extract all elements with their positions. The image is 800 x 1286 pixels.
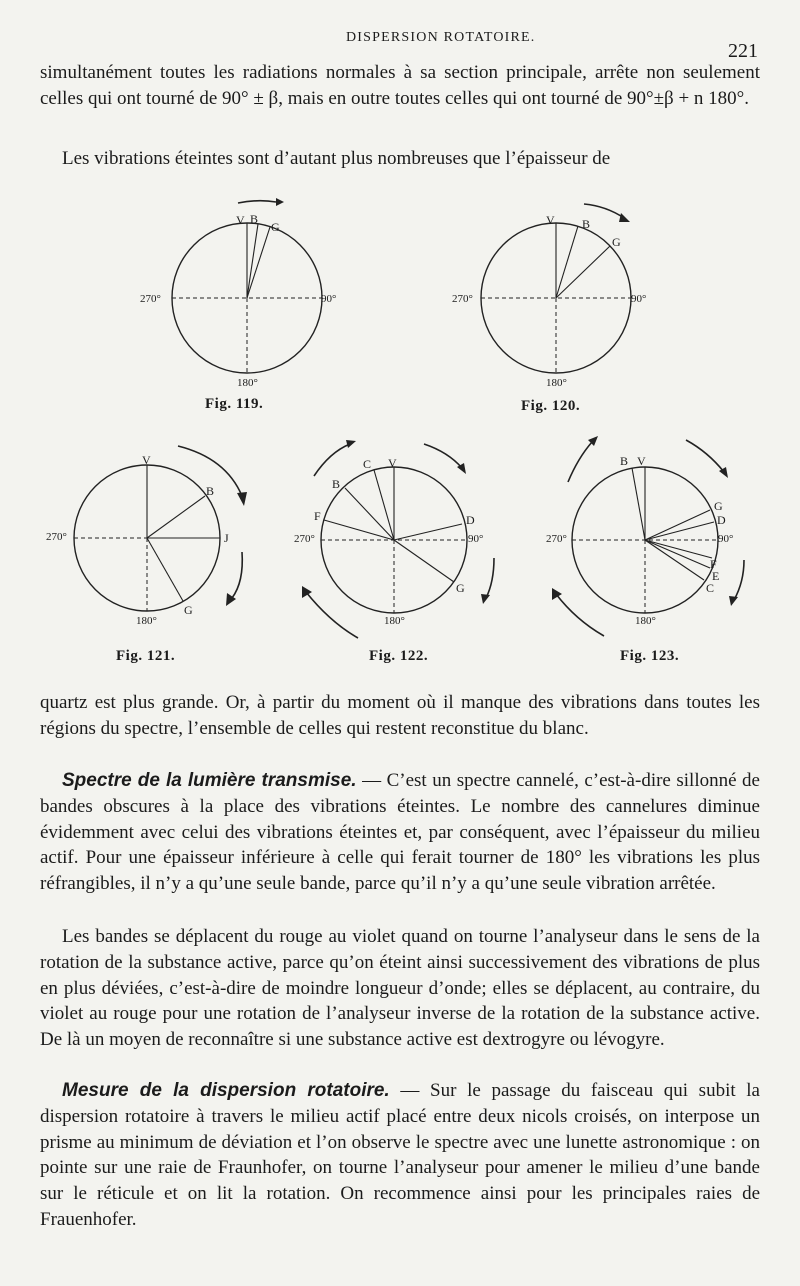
fig119-label-270: 270° bbox=[140, 293, 161, 305]
fig121-caption: Fig. 121. bbox=[116, 648, 176, 664]
fig122-label-180: 180° bbox=[384, 615, 405, 627]
fig123-label-270: 270° bbox=[546, 533, 567, 545]
fig121-ray-b bbox=[147, 496, 205, 538]
fig121-label-v: V bbox=[142, 453, 151, 467]
paragraph-1: simultanément toutes les radiations normales à sa section principale, arrête non seulement celles qui ont tourné de 90° ± β, mais en outre toutes celles qui ont tourné de 90°±β + n 180°. bbox=[40, 62, 760, 109]
fig119-ray-g bbox=[247, 227, 270, 298]
figure-122 bbox=[294, 440, 494, 638]
fig122-label-d: D bbox=[466, 513, 475, 527]
figure-119 bbox=[140, 198, 336, 389]
fig123-label-d: D bbox=[717, 513, 726, 527]
fig121-arrowhead-top bbox=[237, 492, 247, 506]
fig123-arrow-right bbox=[734, 560, 744, 600]
fig119-label-90: 90° bbox=[321, 293, 337, 305]
fig122-label-270: 270° bbox=[294, 533, 315, 545]
fig123-label-180: 180° bbox=[635, 615, 656, 627]
fig123-ray-c bbox=[645, 540, 704, 580]
fig120-arrowhead bbox=[619, 213, 630, 222]
fig122-arrow-top-left bbox=[314, 444, 350, 476]
fig123-label-90: 90° bbox=[718, 533, 734, 545]
paragraph-3: quartz est plus grande. Or, à partir du moment où il manque des vibrations dans toutes les régions du spectre, l’ensemble de celles qui restent reconstitue du blanc. bbox=[40, 692, 760, 739]
fig122-label-v: V bbox=[388, 456, 397, 470]
fig123-arrow-top-left bbox=[568, 442, 592, 482]
fig119-caption: Fig. 119. bbox=[205, 396, 264, 412]
figures-svg bbox=[0, 190, 800, 680]
fig119-label-v: V bbox=[236, 213, 245, 227]
section-title-mesure: Mesure de la dispersion rotatoire. bbox=[62, 1080, 390, 1101]
fig119-label-180: 180° bbox=[237, 377, 258, 389]
page-number: 221 bbox=[728, 40, 758, 62]
paragraph-6 bbox=[40, 1078, 760, 1233]
fig122-arrow-right bbox=[486, 558, 494, 598]
fig119-label-b: B bbox=[250, 212, 259, 226]
fig120-label-180: 180° bbox=[546, 377, 567, 389]
fig122-arrowhead-right bbox=[481, 594, 490, 604]
running-head: DISPERSION ROTATOIRE. bbox=[346, 30, 536, 45]
fig122-label-f: F bbox=[314, 509, 321, 523]
fig121-label-180: 180° bbox=[136, 615, 157, 627]
fig121-label-g: G bbox=[184, 603, 193, 617]
fig119-arrowhead bbox=[276, 198, 284, 206]
fig122-ray-d bbox=[394, 524, 462, 540]
fig122-label-g: G bbox=[456, 581, 465, 595]
page-header bbox=[40, 28, 760, 62]
fig121-label-b: B bbox=[206, 484, 215, 498]
fig123-label-b: B bbox=[620, 454, 629, 468]
fig121-label-j: J bbox=[224, 531, 229, 545]
fig122-caption: Fig. 122. bbox=[369, 648, 429, 664]
fig120-label-90: 90° bbox=[631, 293, 647, 305]
fig123-label-v: V bbox=[637, 454, 646, 468]
fig121-label-270: 270° bbox=[46, 531, 67, 543]
fig120-label-b: B bbox=[582, 217, 591, 231]
fig123-arrow-bottom-left bbox=[556, 594, 604, 636]
fig123-caption: Fig. 123. bbox=[620, 648, 680, 664]
paragraph-6-text: — Sur le passage du faisceau qui subit la dispersion rotatoire à travers le milieu actif placé entre deux nicols croisés, on interpose un prisme au minimum de déviation et l’on observe le spectre avec une lunette astronomique : on pointe sur une raie de Fraunhofer, on tourne l’analyseur pour amener le milieu d’une bande sur le réticule et on lit la rotation. On recommence ainsi pour les principales raies de Frauenhofer. bbox=[40, 1080, 760, 1230]
fig123-ray-d bbox=[645, 522, 714, 540]
fig120-rotation-arrow bbox=[584, 204, 624, 218]
section-title-spectre: Spectre de la lumière transmise. bbox=[62, 770, 357, 791]
figures-block bbox=[0, 190, 800, 680]
fig123-label-c: C bbox=[706, 581, 715, 595]
fig120-label-g: G bbox=[612, 235, 621, 249]
fig120-label-270: 270° bbox=[452, 293, 473, 305]
fig122-label-b: B bbox=[332, 477, 341, 491]
paragraph-4 bbox=[40, 768, 760, 897]
fig119-label-g: G bbox=[271, 220, 280, 234]
fig120-label-v: V bbox=[546, 213, 555, 227]
fig122-label-c: C bbox=[363, 457, 372, 471]
fig122-label-90: 90° bbox=[468, 533, 484, 545]
fig123-ray-g bbox=[645, 510, 710, 540]
fig123-arrow-top-right bbox=[686, 440, 724, 472]
fig119-ray-b bbox=[247, 224, 258, 298]
paragraph-4-text: — C’est un spectre cannelé, c’est-à-dire sillonné de bandes obscures à la place des vibrations éteintes. Le nombre des cannelures diminue évidemment avec celui des vibrations éteintes et, par conséquent, avec l’épaisseur du milieu actif. Pour une épaisseur inférieure à celle qui ferait tourner de 180° les vibrations les plus réfrangibles, il n’y a qu’une seule bande, parce qu’il n’y a qu’une seule vibration arrêtée. bbox=[40, 770, 760, 895]
fig121-rotation-arrow-bottom bbox=[232, 552, 242, 598]
fig123-label-e: E bbox=[712, 569, 720, 583]
figure-120 bbox=[452, 204, 646, 389]
fig123-arrowhead-right bbox=[729, 596, 738, 606]
fig123-arrowhead-bottom-left bbox=[552, 588, 562, 600]
fig123-ray-b bbox=[632, 468, 645, 540]
fig122-arrowhead-top-left bbox=[346, 440, 356, 448]
fig123-label-g: G bbox=[714, 499, 723, 513]
paragraph-2: Les vibrations éteintes sont d’autant plus nombreuses que l’épaisseur de bbox=[62, 148, 611, 169]
fig121-ray-g bbox=[147, 538, 183, 601]
fig123-ray-e bbox=[645, 540, 710, 568]
fig119-rotation-arrow bbox=[238, 201, 276, 203]
fig122-arrow-top-right bbox=[424, 444, 462, 468]
fig123-ray-f bbox=[645, 540, 712, 558]
fig123-label-f: F bbox=[710, 557, 717, 571]
paragraph-5: Les bandes se déplacent du rouge au violet quand on tourne l’analyseur dans le sens de la rotation de la substance active, parce qu’on éteint ainsi successivement des vibrations de plus en plus déviées, c’est-à-dire de moindre longueur d’onde; elles se déplacent, au contraire, du violet au rouge pour une rotation de l’analyseur inverse de la rotation de la substance active. De là un moyen de reconnaître si une substance active est dextrogyre ou lévogyre. bbox=[40, 926, 760, 1051]
fig122-arrowhead-bottom-left bbox=[302, 586, 312, 598]
figure-123 bbox=[546, 436, 744, 636]
figure-121 bbox=[46, 446, 247, 627]
fig122-ray-g bbox=[394, 540, 454, 582]
fig120-caption: Fig. 120. bbox=[521, 398, 581, 414]
fig122-ray-f bbox=[324, 520, 394, 540]
